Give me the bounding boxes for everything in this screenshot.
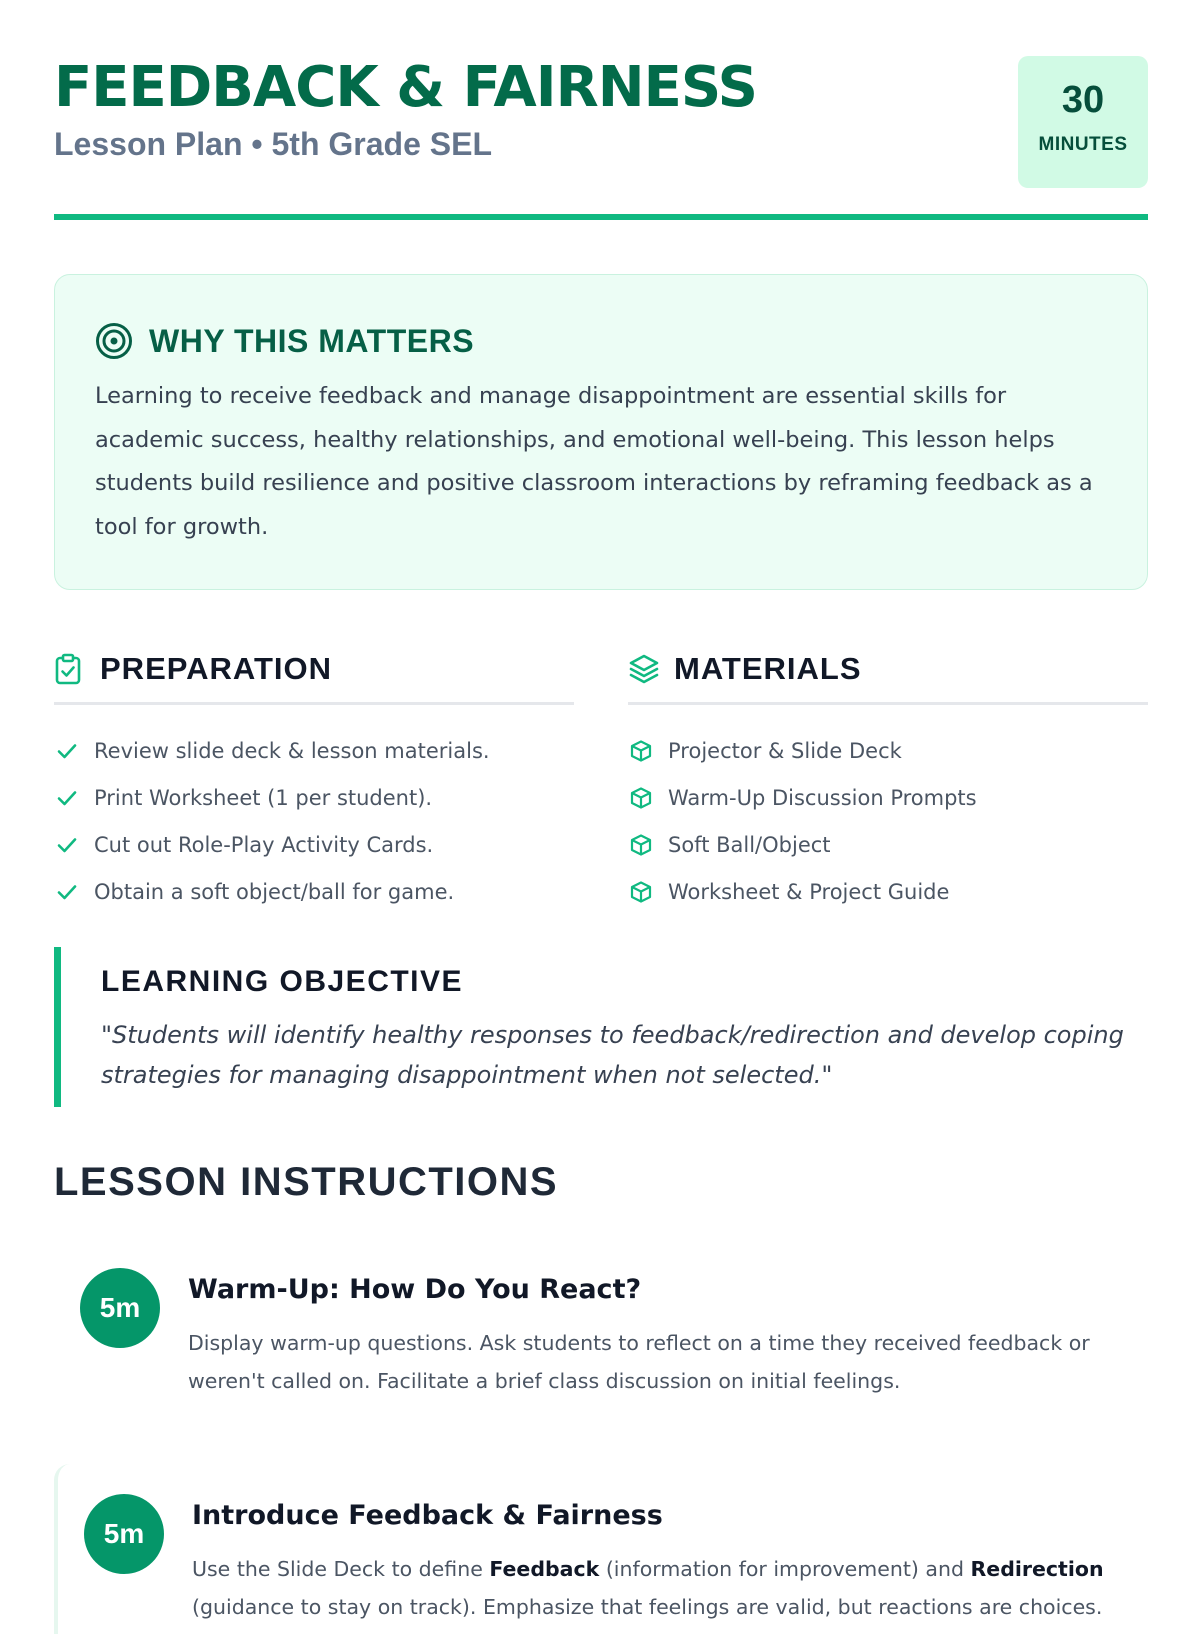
- materials-divider: [628, 702, 1148, 705]
- preparation-item-text: Print Worksheet (1 per student).: [94, 785, 433, 810]
- step-description-text: (guidance to stay on track). Emphasize that feelings are valid, but reactions are choices.: [192, 1595, 1103, 1619]
- why-text: Learning to receive feedback and manage disappointment are essential skills for academic success, healthy relationships, and emotional well-being. This lesson helps students build resilience and positive classroom interactions by reframing feedback as a tool for growth.: [95, 383, 1093, 540]
- duration-unit: MINUTES: [1038, 134, 1128, 155]
- materials-item-text: Warm-Up Discussion Prompts: [668, 785, 977, 810]
- preparation-list: [54, 727, 574, 915]
- list-item: [54, 868, 574, 915]
- why-heading: [95, 321, 474, 361]
- step-description-text: (information for improvement) and: [599, 1557, 971, 1581]
- step-duration-badge: 5m: [80, 1268, 160, 1348]
- materials-heading: [628, 648, 1148, 690]
- step-description-text: Use the Slide Deck to define: [192, 1557, 490, 1581]
- list-item: [628, 821, 1148, 868]
- list-item: [54, 774, 574, 821]
- materials-section: [628, 648, 1148, 915]
- header-divider: [54, 214, 1148, 220]
- preparation-section: [54, 648, 574, 915]
- lesson-header: [54, 56, 1148, 216]
- preparation-heading: [54, 648, 574, 690]
- list-item: [628, 727, 1148, 774]
- list-item: [54, 821, 574, 868]
- list-item: [628, 868, 1148, 915]
- step-title: Introduce Feedback & Fairness: [192, 1500, 663, 1531]
- check-icon: [54, 738, 80, 764]
- check-icon: [54, 832, 80, 858]
- box-icon: [628, 879, 654, 905]
- materials-title: MATERIALS: [674, 651, 862, 686]
- list-item: [628, 774, 1148, 821]
- check-icon: [54, 785, 80, 811]
- preparation-divider: [54, 702, 574, 705]
- step-duration-badge: 5m: [84, 1494, 164, 1574]
- preparation-item-text: Cut out Role-Play Activity Cards.: [94, 832, 434, 857]
- preparation-title: PREPARATION: [100, 651, 333, 686]
- list-item: [54, 727, 574, 774]
- objective-quote: "Students will identify healthy responses to feedback/redirection and develop coping strategies for managing disappointment when not selected.": [101, 1021, 1124, 1089]
- clipboard-check-icon: [54, 652, 84, 686]
- target-icon: [95, 322, 133, 360]
- step-description: Display warm-up questions. Ask students to reflect on a time they received feedback or weren't called on. Facilitate a brief class discussion on initial feelings.: [188, 1331, 1090, 1393]
- check-icon: [54, 879, 80, 905]
- page-subtitle: Lesson Plan • 5th Grade SEL: [54, 126, 492, 162]
- instruction-step: [54, 1268, 1148, 1418]
- term-feedback: Feedback: [489, 1557, 600, 1581]
- materials-item-text: Projector & Slide Deck: [668, 738, 902, 763]
- layers-icon: [628, 652, 658, 686]
- lesson-plan-page: [54, 0, 1148, 1619]
- duration-badge: [1018, 56, 1148, 188]
- preparation-item-text: Review slide deck & lesson materials.: [94, 738, 490, 763]
- materials-item-text: Soft Ball/Object: [668, 832, 831, 857]
- box-icon: [628, 832, 654, 858]
- objective-title: LEARNING OBJECTIVE: [101, 965, 464, 998]
- page-title: FEEDBACK & FAIRNESS: [54, 55, 757, 120]
- box-icon: [628, 738, 654, 764]
- why-this-matters-panel: [54, 274, 1148, 590]
- learning-objective: [54, 947, 1148, 1107]
- step-title: Warm-Up: How Do You React?: [188, 1274, 642, 1305]
- term-redirection: Redirection: [970, 1557, 1104, 1581]
- instruction-step: [54, 1464, 1148, 1634]
- preparation-item-text: Obtain a soft object/ball for game.: [94, 879, 455, 904]
- materials-item-text: Worksheet & Project Guide: [668, 879, 950, 904]
- duration-value: 30: [1061, 79, 1105, 121]
- box-icon: [628, 785, 654, 811]
- step-description: [192, 1550, 1112, 1626]
- materials-list: [628, 727, 1148, 915]
- why-title: WHY THIS MATTERS: [149, 322, 475, 359]
- instructions-title: LESSON INSTRUCTIONS: [54, 1160, 559, 1204]
